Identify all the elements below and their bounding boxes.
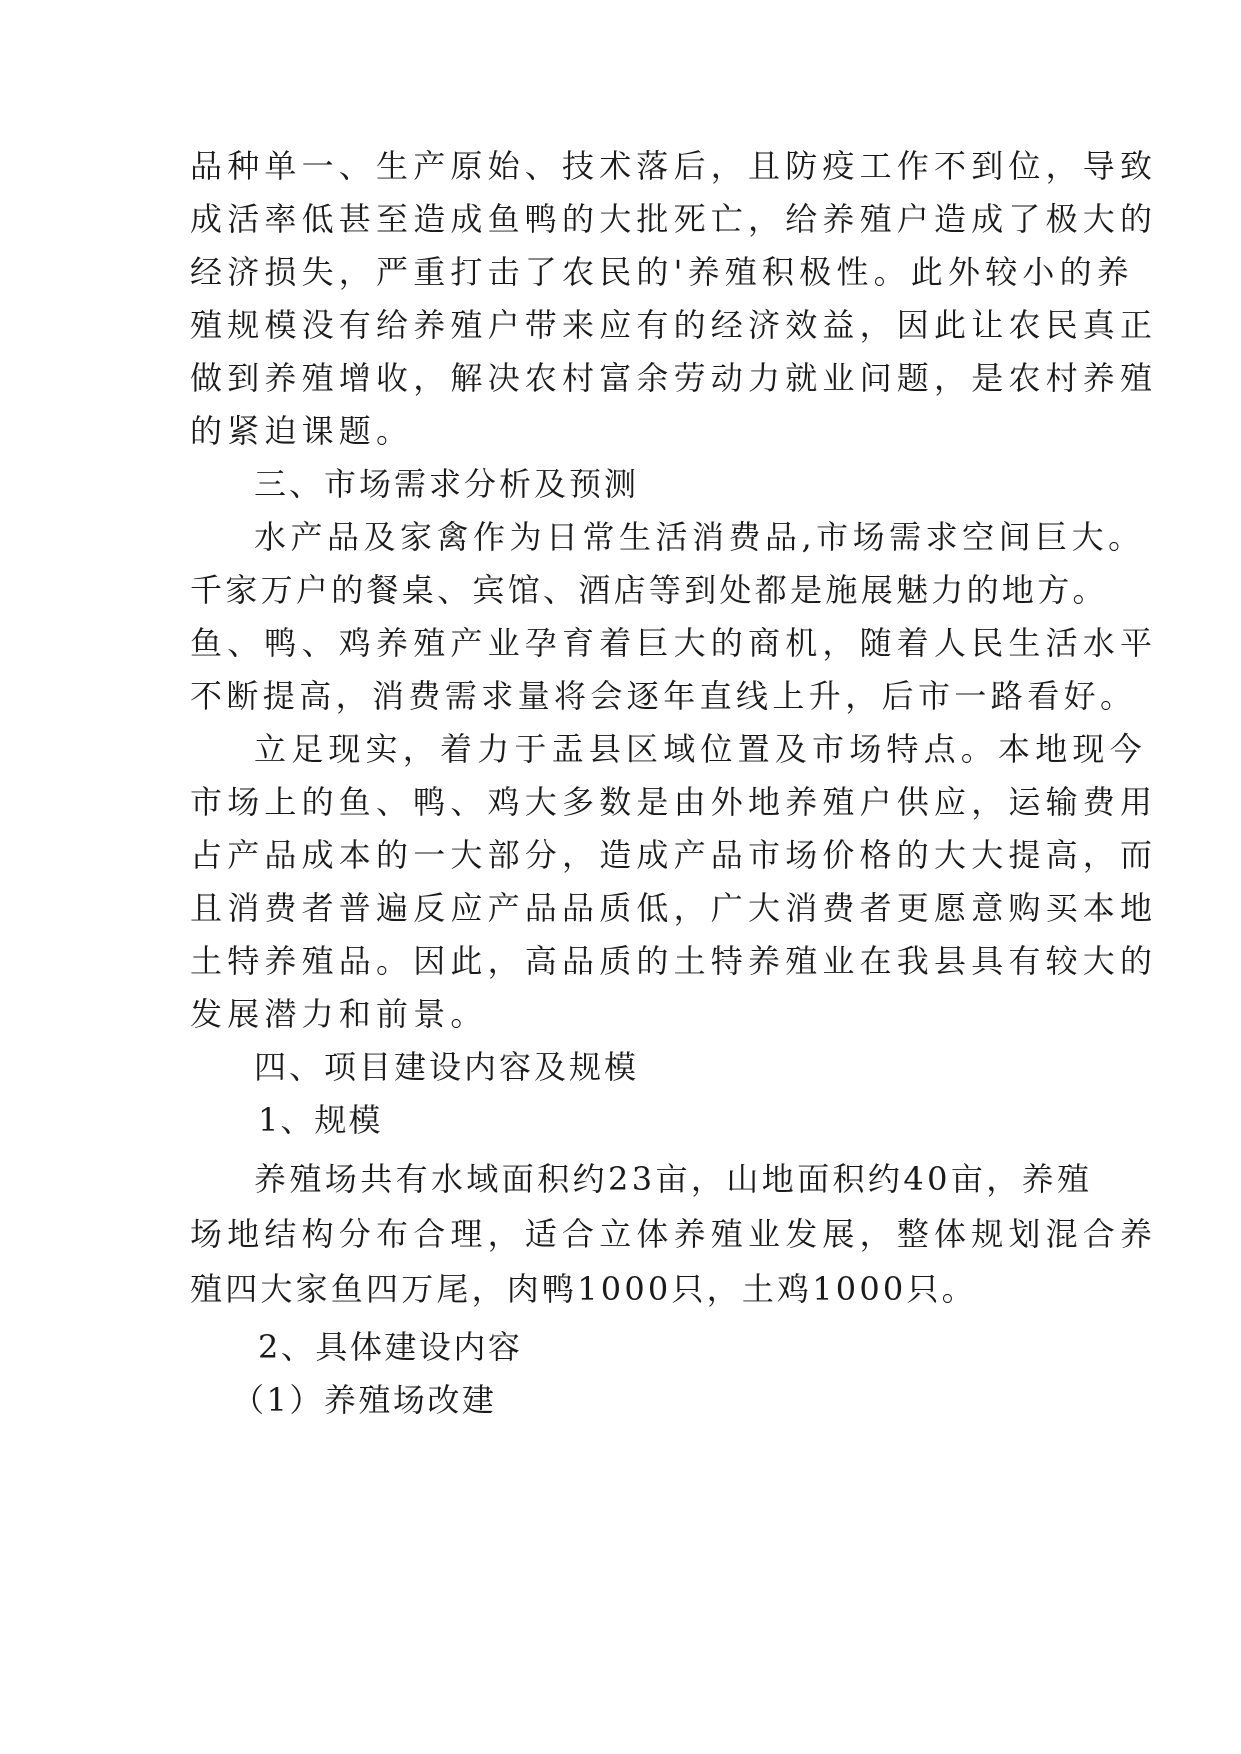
paragraph-line: 养殖场共有水域面积约23亩，山地面积约40亩，养殖: [254, 1160, 1093, 1198]
sub-heading-farm-rebuild: （1）养殖场改建: [232, 1381, 497, 1419]
sub-heading-construction: 2、具体建设内容: [258, 1328, 523, 1366]
paragraph-line: 占产品成本的一大部分，造成产品市场价格的大大提高，而: [190, 836, 1158, 874]
paragraph-line: 殖四大家鱼四万尾，肉鸭1000只，土鸡1000只。: [190, 1270, 977, 1308]
paragraph-line: 做到养殖增收，解决农村富余劳动力就业问题，是农村养殖: [190, 359, 1158, 397]
paragraph-line: 发展潜力和前景。: [190, 995, 488, 1033]
paragraph-line: 鱼、鸭、鸡养殖产业孕育着巨大的商机，随着人民生活水平: [190, 624, 1158, 662]
section-heading-project-content: 四、项目建设内容及规模: [254, 1048, 640, 1086]
paragraph-line: 品种单一、生产原始、技术落后，且防疫工作不到位，导致: [190, 147, 1158, 185]
section-heading-market-analysis: 三、市场需求分析及预测: [254, 465, 640, 503]
paragraph-line: 市场上的鱼、鸭、鸡大多数是由外地养殖户供应，运输费用: [190, 783, 1158, 821]
paragraph-line: 立足现实，着力于盂县区域位置及市场特点。本地现今: [254, 730, 1147, 768]
paragraph-line: 的紧迫课题。: [190, 412, 414, 450]
paragraph-line: 场地结构分布合理，适合立体养殖业发展，整体规划混合养: [190, 1215, 1158, 1253]
paragraph-line: 成活率低甚至造成鱼鸭的大批死亡，给养殖户造成了极大的: [190, 200, 1158, 238]
paragraph-line: 水产品及家禽作为日常生活消费品,市场需求空间巨大。: [254, 518, 1145, 556]
paragraph-line: 经济损失，严重打击了农民的'养殖积极性。此外较小的养: [190, 253, 1134, 291]
paragraph-line: 不断提高，消费需求量将会逐年直线上升，后市一路看好。: [190, 677, 1137, 715]
paragraph-line: 千家万户的餐桌、宾馆、酒店等到处都是施展魅力的地方。: [190, 571, 1108, 609]
paragraph-line: 且消费者普遍反应产品品质低，广大消费者更愿意购买本地: [190, 889, 1158, 927]
paragraph-line: 殖规模没有给养殖户带来应有的经济效益，因此让农民真正: [190, 306, 1158, 344]
sub-heading-scale: 1、规模: [258, 1101, 383, 1139]
paragraph-line: 土特养殖品。因此，高品质的土特养殖业在我县具有较大的: [190, 942, 1158, 980]
